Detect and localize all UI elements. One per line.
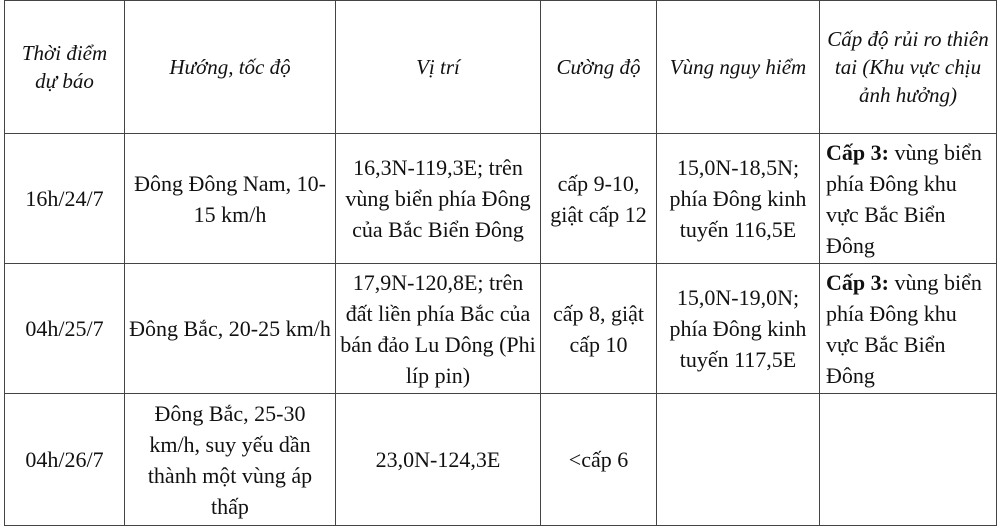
risk-area-text: vùng biển phía Đông khu vực Bắc Biển Đông — [826, 139, 982, 258]
risk-level-label: Cấp 3: — [826, 269, 889, 295]
cell-time: 04h/26/7 — [5, 394, 125, 526]
table-row — [5, 264, 997, 394]
header-time: Thời điểm dự báo — [5, 1, 125, 134]
header-intensity: Cường độ — [541, 1, 657, 134]
cell-risk — [820, 134, 997, 264]
cell-position: 17,9N-120,8E; trên đất liền phía Bắc của bán đảo Lu Dông (Phi líp pin) — [336, 264, 541, 394]
cell-danger-zone: 15,0N-18,5N; phía Đông kinh tuyến 116,5E — [657, 134, 820, 264]
cell-time: 04h/25/7 — [5, 264, 125, 394]
header-risk-level: Cấp độ rủi ro thiên tai (Khu vực chịu ảnh hưởng) — [820, 1, 997, 134]
header-direction-speed: Hướng, tốc độ — [125, 1, 336, 134]
cell-time: 16h/24/7 — [5, 134, 125, 264]
risk-area-text: vùng biển phía Đông khu vực Bắc Biển Đông — [826, 269, 982, 388]
table-row — [5, 394, 997, 526]
cell-intensity: cấp 9-10, giật cấp 12 — [541, 134, 657, 264]
cell-risk — [820, 264, 997, 394]
cell-danger-zone — [657, 394, 820, 526]
header-row — [5, 1, 997, 134]
cell-direction: Đông Đông Nam, 10-15 km/h — [125, 134, 336, 264]
cell-position: 16,3N-119,3E; trên vùng biển phía Đông của Bắc Biển Đông — [336, 134, 541, 264]
risk-level-label: Cấp 3: — [826, 139, 889, 165]
cell-direction: Đông Bắc, 25-30 km/h, suy yếu dần thành một vùng áp thấp — [125, 394, 336, 526]
table-row — [5, 134, 997, 264]
header-danger-zone: Vùng nguy hiểm — [657, 1, 820, 134]
cell-position: 23,0N-124,3E — [336, 394, 541, 526]
storm-forecast-table — [4, 0, 997, 526]
cell-intensity: cấp 8, giật cấp 10 — [541, 264, 657, 394]
header-position: Vị trí — [336, 1, 541, 134]
cell-intensity: <cấp 6 — [541, 394, 657, 526]
cell-danger-zone: 15,0N-19,0N; phía Đông kinh tuyến 117,5E — [657, 264, 820, 394]
cell-direction: Đông Bắc, 20-25 km/h — [125, 264, 336, 394]
cell-risk — [820, 394, 997, 526]
